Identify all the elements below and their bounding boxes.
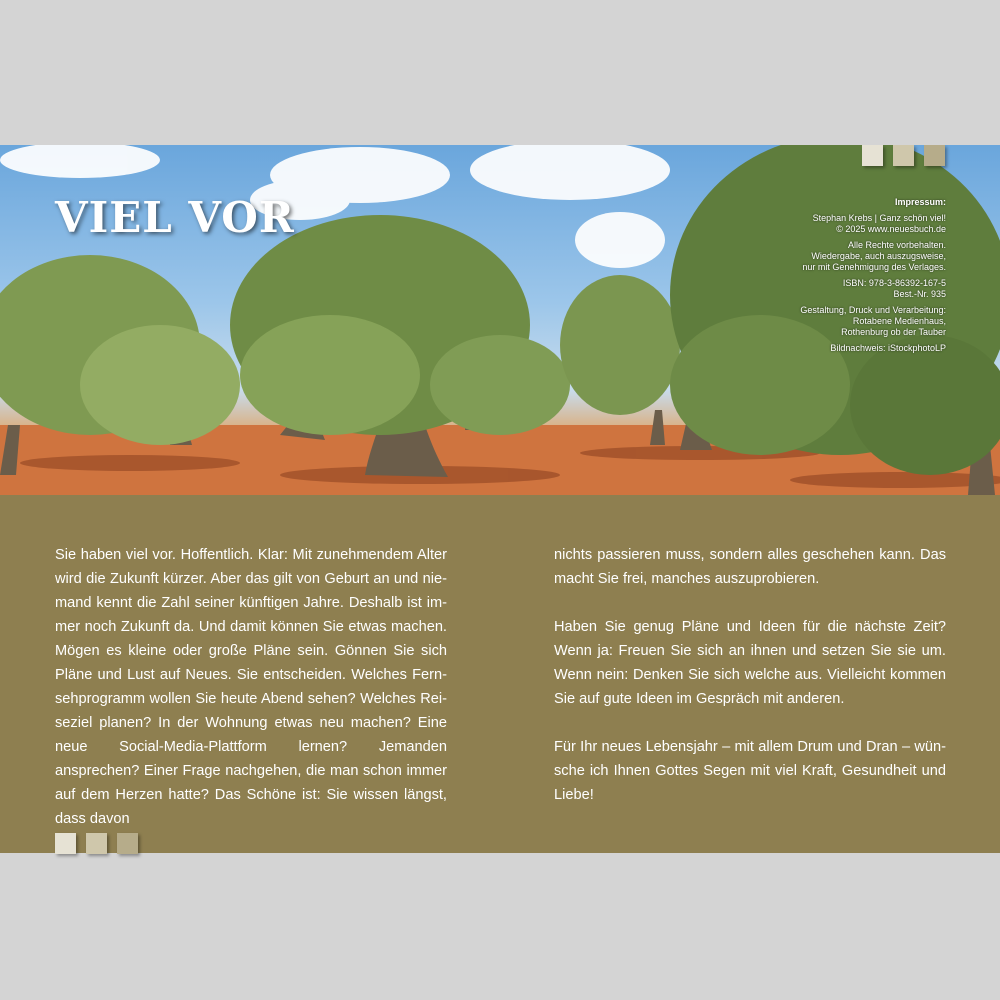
swatch-dark (117, 833, 138, 854)
swatch-medium (893, 145, 914, 166)
body-paragraph: Sie haben viel vor. Hoffentlich. Klar: Mit zunehmendem Alter wird die Zukunft kürzer. Aber das gilt von Geburt an und niemand kennt die Zahl seiner künftigen Jahre. Deshalb ist immer noch Zukunft da. Und damit können Sie etwas machen. Mögen es kleine oder große Pläne sein. Gönnen Sie sich Pläne und Lust auf Neues. Sie entscheiden. Welches Fernsehprogramm wollen Sie heute Abend sehen? Welches Reiseziel planen? In der Wohnung etwas neu machen? Eine neue Social-Media-Plattform lernen? Jemanden ansprechen? Einer Frage nachgehen, die man schon immer auf dem Herzen hatte? Das Schöne ist: Sie wissen längst, dass davon (55, 547, 447, 827)
swatch-medium (86, 833, 107, 854)
text-column-left (55, 543, 447, 855)
swatch-light (55, 833, 76, 854)
page-title: VIEL VOR (55, 193, 295, 242)
color-swatches-bottom (55, 833, 138, 854)
imprint-block (736, 197, 946, 359)
color-swatches-top (862, 145, 945, 166)
olive-grove-photo (0, 145, 1000, 495)
imprint-photo-credit: Bildnachweis: iStockphotoLP (830, 343, 946, 353)
text-column-right (554, 543, 946, 831)
imprint-heading: Impressum: (894, 197, 946, 207)
swatch-light (862, 145, 883, 166)
body-paragraph: nichts passieren muss, sondern alles geschehen kann. Das macht Sie frei, manches auszuprobieren. (554, 547, 946, 587)
imprint-production: Gestaltung, Druck und Verarbeitung: Rotabene Medienhaus, Rothenburg ob der Tauber (800, 305, 946, 337)
swatch-dark (924, 145, 945, 166)
imprint-publisher: Stephan Krebs | Ganz schön viel! © 2025 www.neuesbuch.de (812, 213, 946, 234)
imprint-isbn: ISBN: 978-3-86392-167-5 Best.-Nr. 935 (842, 278, 946, 299)
book-spread (0, 145, 1000, 853)
body-paragraph: Haben Sie genug Pläne und Ideen für die nächste Zeit? Wenn ja: Freuen Sie sich an ihnen und setzen Sie sie um. Wenn nein: Denken Sie sich welche aus. Vielleicht kommen Sie auf gute Ideen im Gespräch mit anderen. (554, 619, 946, 707)
imprint-rights: Alle Rechte vorbehalten. Wiedergabe, auch auszugsweise, nur mit Genehmigung des Verlages. (802, 240, 946, 272)
body-paragraph: Für Ihr neues Lebensjahr – mit allem Drum und Dran – wünsche ich Ihnen Gottes Segen mit viel Kraft, Gesundheit und Liebe! (554, 739, 946, 803)
